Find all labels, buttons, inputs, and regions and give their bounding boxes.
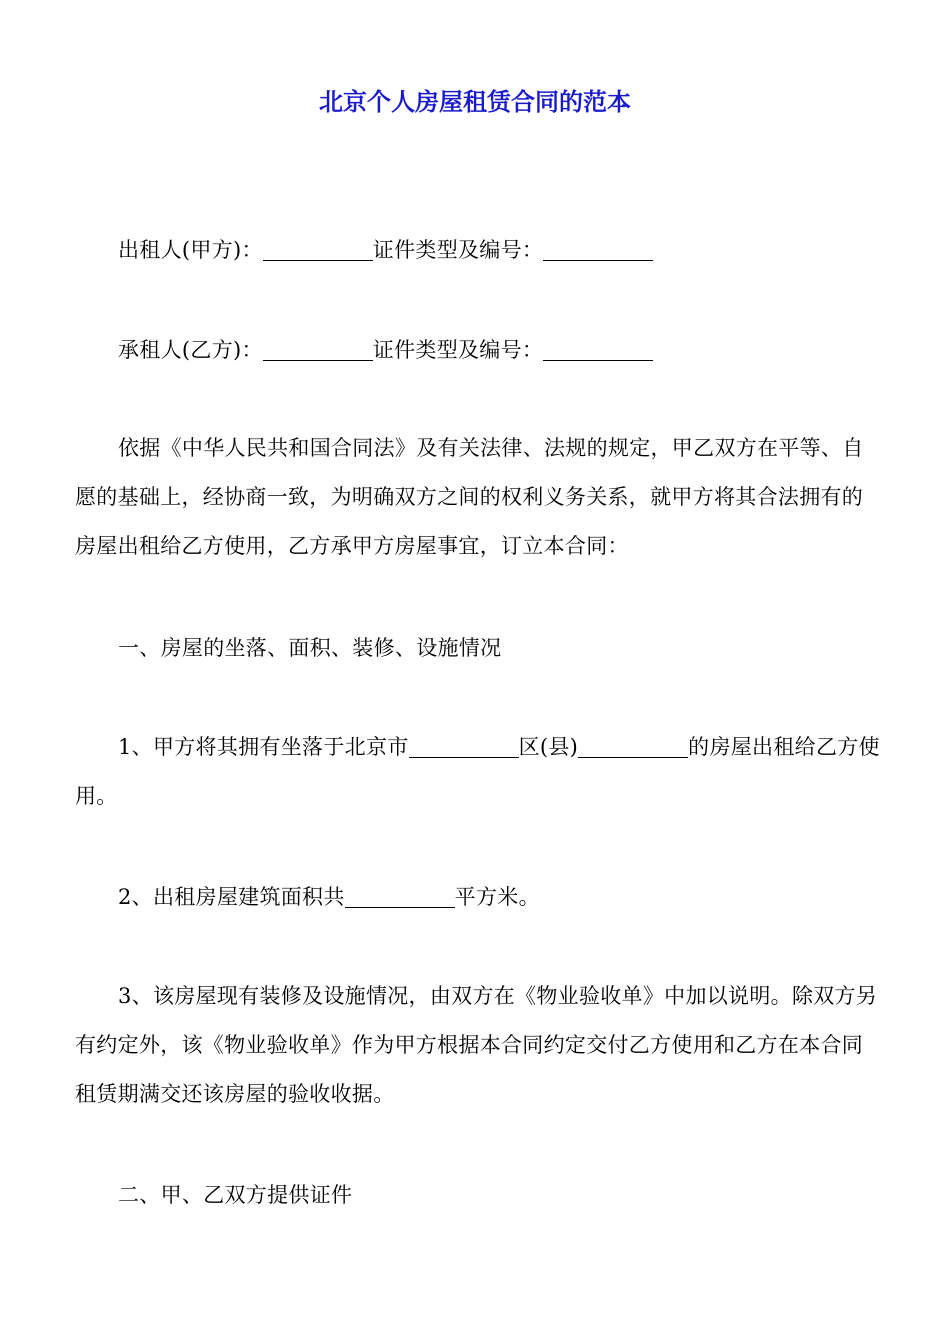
item2-part1: 2、出租房屋建筑面积共 xyxy=(118,885,345,909)
lessee-id-label: 证件类型及编号： xyxy=(372,338,544,362)
district-blank xyxy=(409,736,519,758)
section1-item3: 3、该房屋现有装修及设施情况，由双方在《物业验收单》中加以说明。除双方另有约定外，该《物业验收单》作为甲方根据本合同约定交付乙方使用和乙方在本合同租赁期满交还该房屋的验收收据。 xyxy=(75,984,878,1106)
item1-part2: 区(县) xyxy=(518,735,579,759)
section1-item2 xyxy=(75,873,883,922)
document-title: 北京个人房屋租赁合同的范本 xyxy=(319,88,631,116)
lessee-name-blank xyxy=(263,339,373,361)
intro-paragraph: 依据《中华人民共和国合同法》及有关法律、法规的规定，甲乙双方在平等、自愿的基础上，经协商一致，为明确双方之间的权利义务关系，就甲方将其合法拥有的房屋出租给乙方使用，乙方承甲方房屋事宜，订立本合同： xyxy=(75,436,864,558)
lessor-id-blank xyxy=(543,239,653,261)
item2-part2: 平方米。 xyxy=(454,885,540,909)
lessor-label: 出租人(甲方)： xyxy=(118,238,263,262)
section1-heading: 一、房屋的坐落、面积、装修、设施情况 xyxy=(118,636,502,660)
item1-part1: 1、甲方将其拥有坐落于北京市 xyxy=(118,735,409,759)
lessee-id-blank xyxy=(543,339,653,361)
lessor-id-label: 证件类型及编号： xyxy=(372,238,544,262)
section2-heading: 二、甲、乙双方提供证件 xyxy=(118,1183,353,1207)
lessor-line xyxy=(75,226,883,275)
lessee-line xyxy=(75,326,883,375)
section1-item1 xyxy=(75,723,883,821)
address-blank xyxy=(578,736,688,758)
lessor-name-blank xyxy=(263,239,373,261)
lessee-label: 承租人(乙方)： xyxy=(118,338,263,362)
item1-part3: 的房屋出租给乙方使用。 xyxy=(75,735,880,808)
area-blank xyxy=(345,886,455,908)
